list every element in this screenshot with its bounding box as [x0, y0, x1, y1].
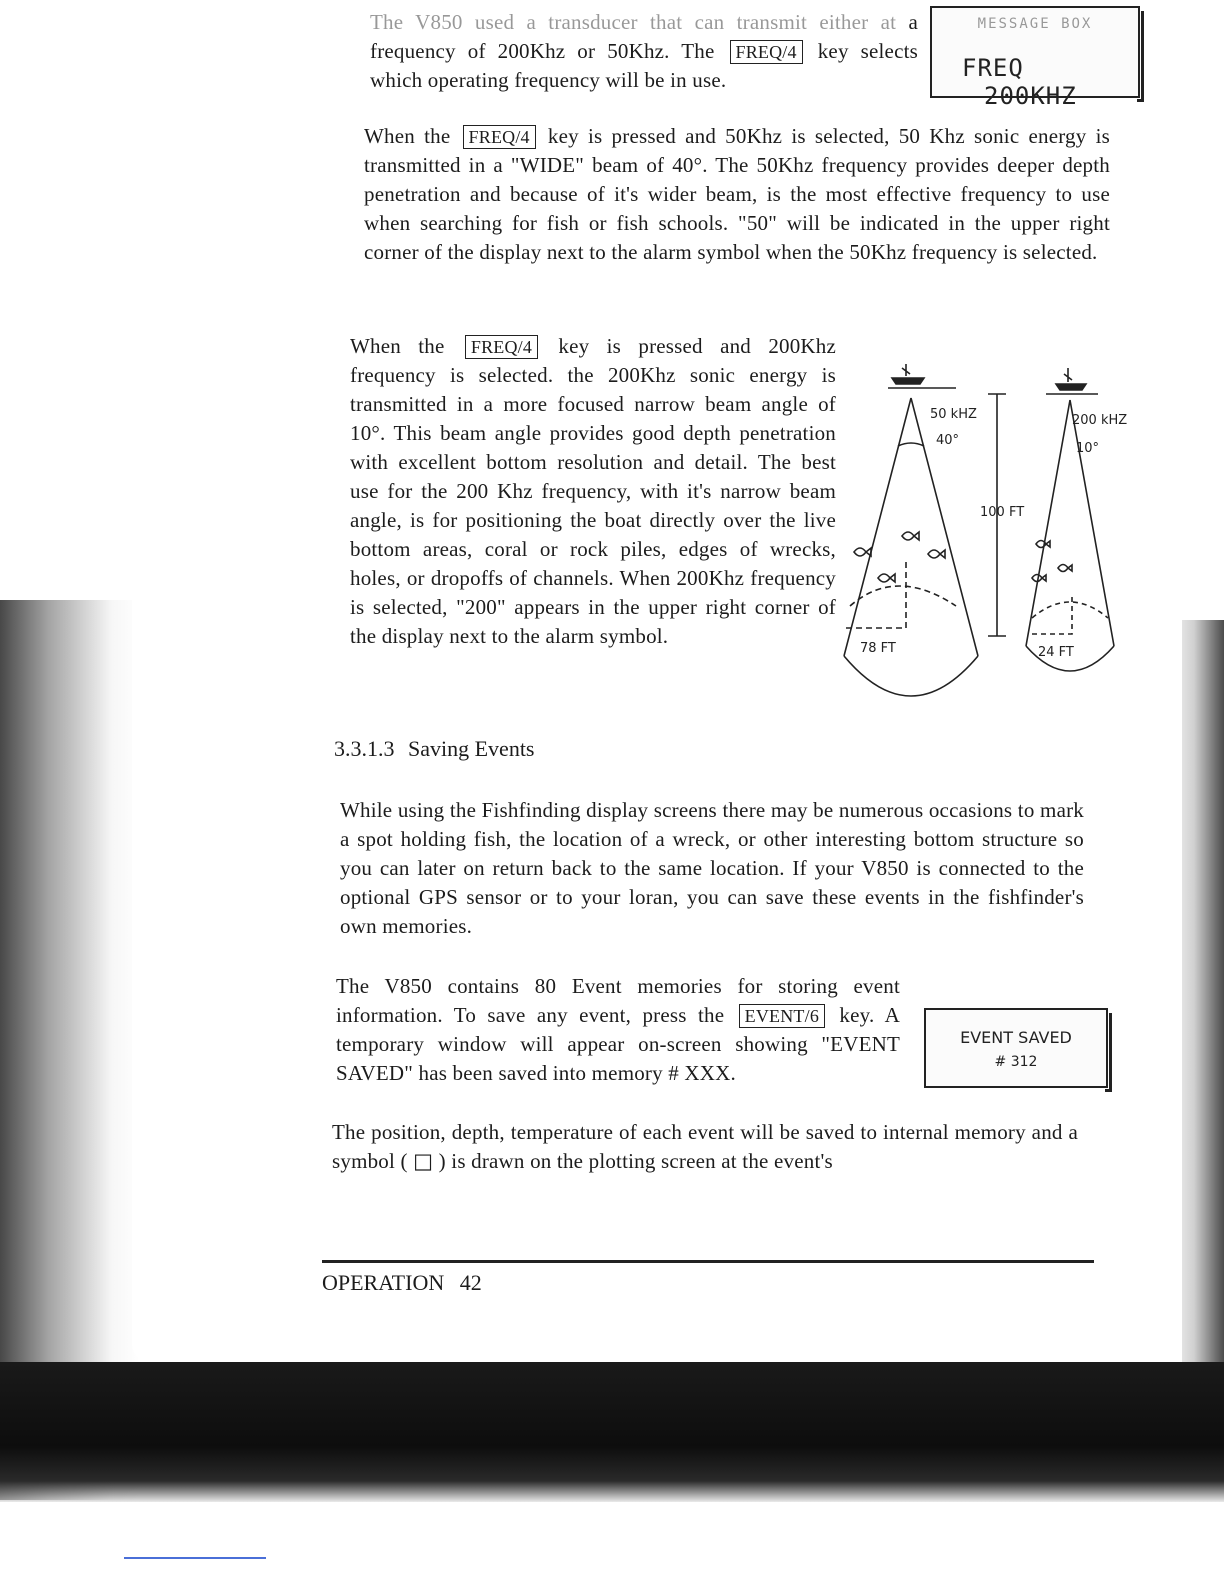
freq-label: FREQ: [962, 54, 1024, 82]
freq-intro-line1: The V850 used a transducer that can transmit either at: [370, 10, 897, 34]
event-memories-paragraph: [336, 972, 900, 1088]
boat-icon: [1046, 368, 1098, 394]
freq-value: 200KHZ: [984, 82, 1077, 110]
freq-intro-paragraph: [370, 8, 918, 95]
section-heading: [334, 736, 535, 762]
freq-readout: [962, 54, 1138, 110]
wide-beam-lead: When the: [364, 124, 451, 148]
freq4-key: FREQ/4: [730, 40, 803, 64]
freq-intro-text-after: key selects which operating frequency will be in use.: [370, 39, 919, 92]
event6-key: EVENT/6: [739, 1004, 825, 1028]
wide-freq-label: 50 kHZ: [930, 407, 977, 422]
wide-beam-paragraph: [364, 122, 1110, 267]
narrow-beam-paragraph: [350, 332, 836, 651]
event-saved-box: [924, 1008, 1108, 1088]
event-memory-number: # 312: [994, 1054, 1038, 1070]
event-position-paragraph: [332, 1118, 1078, 1176]
wide-beam-angle-arc: [898, 443, 924, 446]
freq-message-box: [930, 6, 1140, 110]
narrow-bottom-label: 24 FT: [1038, 645, 1074, 660]
event-memories-body: key. A temporary window will appear on-screen showing "EVENT SAVED" has been saved into memory # XXX.: [336, 1003, 900, 1085]
wide-beam-body: key is pressed and 50Khz is selected, 50 Khz sonic energy is transmitted in a "WIDE" beam of 40°. The 50Khz frequency provides deeper depth penetration and because of it's wider beam, is the most effective frequency to use when searching for fish or fish schools. "50" will be indicated in the upper right corner of the display next to the alarm symbol when the 50Khz frequency is selected.: [364, 124, 1111, 264]
event-saved-text: EVENT SAVED: [960, 1028, 1072, 1047]
transducer-beam-diagram: [836, 356, 1136, 706]
events-paragraph: While using the Fishfinding display screens there may be numerous occasions to mark a spot holding fish, the location of a wreck, or other interesting bottom structure so you can later on return back to the same location. If your V850 is connected to the optional GPS sensor or to your loran, you can save these events in the fishfinder's own memories.: [340, 798, 1084, 938]
footer-rule: [322, 1260, 1094, 1263]
narrow-beam-body: key is pressed and 200Khz frequency is selected. the 200Khz sonic energy is transmitted in a more focused narrow beam angle of 10°. This beam angle provides good depth penetration with excellent bottom resolution and detail. The best use for the 200 Khz frequency, with it's narrow beam angle, is for positioning the boat directly over the live bottom areas, coral or rock piles, edges of wrecks, holes, or dropoffs of channels. When 200Khz frequency is selected, "200" appears in the upper right corner of the display next to the alarm symbol.: [350, 334, 837, 648]
freq4-key: FREQ/4: [463, 125, 536, 149]
footer-section: OPERATION: [322, 1270, 445, 1295]
page-footer: [322, 1270, 482, 1296]
wide-angle-label: 40°: [936, 433, 960, 448]
section-title: Saving Events: [408, 736, 535, 761]
boat-icon: [888, 364, 956, 388]
event-memories-lead: The V850 contains 80 Event memories for storing event information. To save any event, press the: [336, 974, 900, 1027]
narrow-angle-label: 10°: [1076, 441, 1100, 456]
fish-marks: [1032, 541, 1072, 582]
narrow-freq-label: 200 kHZ: [1072, 413, 1128, 428]
depth-label: 100 FT: [980, 505, 1025, 520]
narrow-target-arc: [1032, 602, 1108, 618]
narrow-beam-cone: [1026, 400, 1114, 646]
fish-marks: [854, 532, 945, 582]
section-number: 3.3.1.3: [334, 736, 395, 761]
event-position-body: ) is drawn on the plotting screen at the event's: [438, 1149, 833, 1173]
freq4-key: FREQ/4: [465, 335, 538, 359]
wide-target-arc: [850, 586, 956, 606]
message-box-title: MESSAGE BOX: [977, 16, 1093, 32]
wide-beam-bottom-arc: [844, 656, 978, 696]
freq-intro-text: a frequency of 200Khz or 50Khz. The: [370, 10, 919, 63]
event-position-lead: The position, depth, temperature of each event will be saved to internal memory and a symbol (: [332, 1120, 1078, 1173]
narrow-beam-lead: When the: [350, 334, 445, 358]
narrow-bottom-dashed: [1032, 594, 1072, 634]
wide-bottom-label: 78 FT: [860, 641, 896, 656]
scan-shadow-bottom: [0, 1362, 1224, 1502]
event-square-icon: □: [413, 1149, 434, 1173]
wide-bottom-dashed: [846, 558, 906, 628]
scan-artifact-line: [124, 1557, 266, 1559]
page-number: 42: [459, 1270, 482, 1295]
